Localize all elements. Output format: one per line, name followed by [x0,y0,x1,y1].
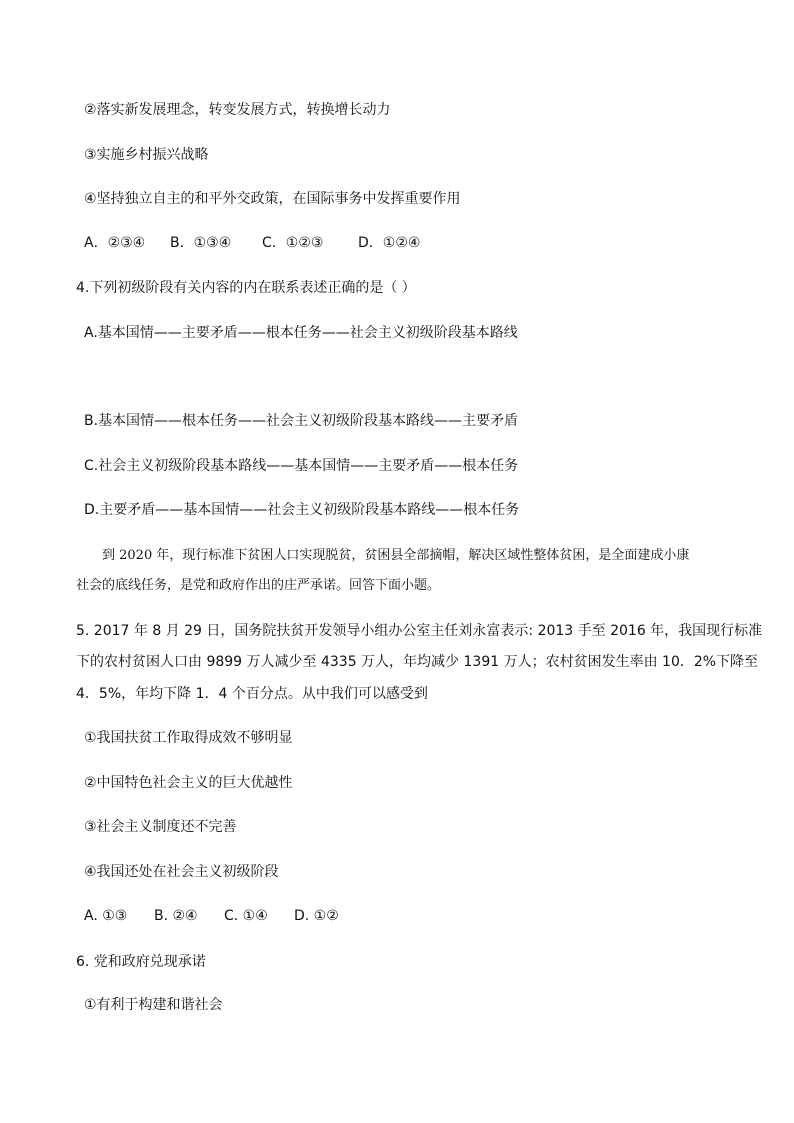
q4-option-a: A.基本国情——主要矛盾——根本任务——社会主义初级阶段基本路线 [84,325,518,341]
q3-choice-c: C．①②③ [262,235,324,251]
q3-choice-d: D．①②④ [358,235,421,251]
q5-option-2: ②中国特色社会主义的巨大优越性 [84,775,293,791]
passage-line-2: 社会的底线任务，是党和政府作出的庄严承诺。回答下面小题。 [76,578,441,593]
q3-choices [84,233,420,253]
q3-option-4: ④坚持独立自主的和平外交政策，在国际事务中发挥重要作用 [84,191,461,207]
q5-choice-c: C. ①④ [224,908,268,924]
q3-choice-a: A．②③④ [84,235,146,251]
q3-choice-b: B．①③④ [170,235,232,251]
q6-stem: 6. 党和政府兑现承诺 [76,954,206,970]
q5-option-3: ③社会主义制度还不完善 [84,819,237,835]
q3-option-2: ②落实新发展理念，转变发展方式，转换增长动力 [84,102,391,118]
q5-stem-line-1: 5. 2017 年 8 月 29 日，国务院扶贫开发领导小组办公室主任刘永富表示: 2013 手至 2016 年，我国现行标准 [76,623,763,639]
q5-choices [84,906,339,926]
q5-stem-line-3: 4．5%，年均下降 1．4 个百分点。从中我们可以感受到 [76,686,428,702]
q4-stem: 4.下列初级阶段有关内容的内在联系表述正确的是（ ） [76,280,416,296]
q3-option-3: ③实施乡村振兴战略 [84,147,209,163]
q4-option-d: D.主要矛盾——基本国情——社会主义初级阶段基本路线——根本任务 [84,502,520,518]
q5-choice-b: B. ②④ [154,908,198,924]
q5-option-4: ④我国还处在社会主义初级阶段 [84,864,279,880]
q6-option-1: ①有利于构建和谐社会 [84,997,223,1013]
q5-choice-a: A. ①③ [84,908,128,924]
passage-line-1: 到 2020 年，现行标准下贫困人口实现脱贫，贫困县全部摘帽，解决区域性整体贫困，是全面建成小康 [102,548,690,563]
q5-option-1: ①我国扶贫工作取得成效不够明显 [84,730,293,746]
q4-option-c: C.社会主义初级阶段基本路线——基本国情——主要矛盾——根本任务 [84,458,519,474]
q5-choice-d: D. ①② [294,908,339,924]
q5-stem-line-2: 下的农村贫困人口由 9899 万人减少至 4335 万人，年均减少 1391 万人；农村贫困发生率由 10．2%下降至 [76,654,759,670]
q4-option-b: B.基本国情——根本任务——社会主义初级阶段基本路线——主要矛盾 [84,413,519,429]
